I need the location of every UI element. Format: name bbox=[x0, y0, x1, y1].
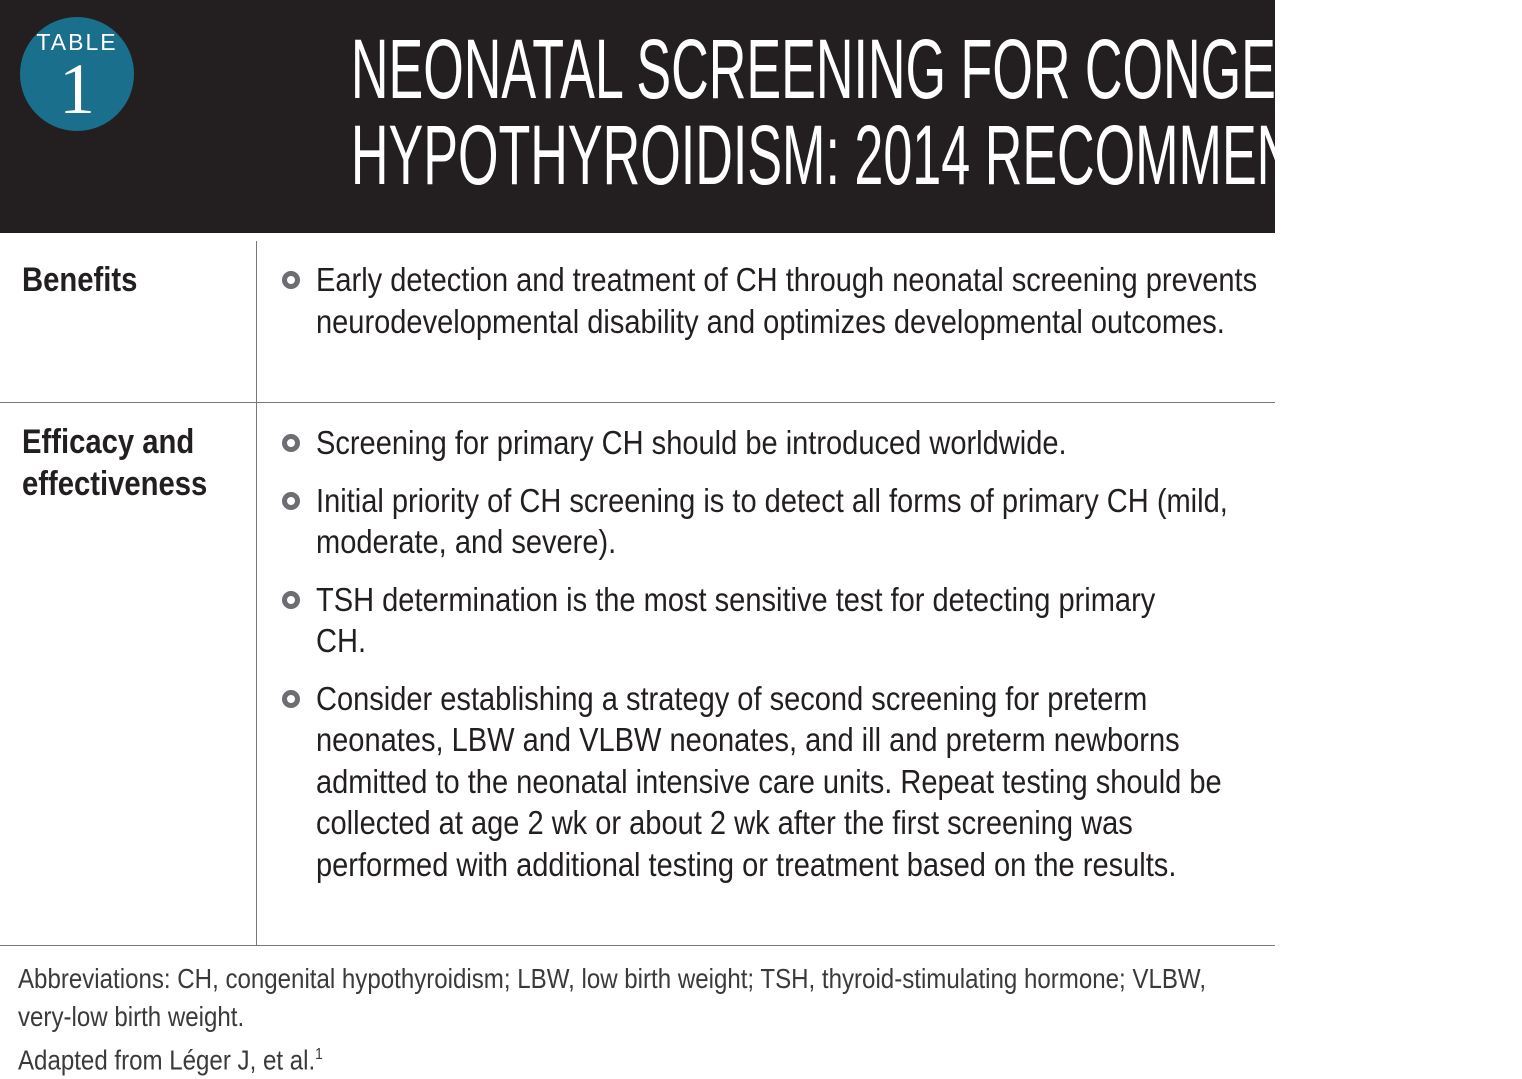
table-title bbox=[350, 22, 1522, 202]
source-reference: 1 bbox=[315, 1046, 323, 1063]
bullet-text: Early detection and treatment of CH through neonatal screening prevents neurodevelopmental disability and optimizes developmental outcomes. bbox=[316, 261, 1258, 340]
list-item bbox=[282, 422, 1262, 464]
bullet-icon bbox=[282, 271, 300, 289]
bullet-text: TSH determination is the most sensitive test for detecting primary CH. bbox=[316, 580, 1156, 659]
bullet-list-benefits bbox=[282, 259, 1262, 358]
bullet-icon bbox=[282, 492, 300, 510]
list-item bbox=[282, 480, 1262, 563]
bullet-text: Consider establishing a strategy of second screening for preterm neonates, LBW and VLBW neonates, and ill and preterm newborns admitted to the neonatal intensive care units. Repeat testing should be collected at age 2 wk or about 2 wk after the first screening was performed with additional testing or treatment based on the results. bbox=[316, 679, 1222, 883]
source-note bbox=[18, 1036, 1256, 1079]
table-row-benefits bbox=[0, 233, 1275, 402]
table-number-badge bbox=[20, 17, 134, 131]
bullet-icon bbox=[282, 434, 300, 452]
column-divider bbox=[256, 241, 257, 402]
table-row-efficacy bbox=[0, 402, 1275, 946]
bullet-text: Screening for primary CH should be introduced worldwide. bbox=[316, 424, 1067, 461]
badge-number: 1 bbox=[59, 49, 95, 129]
bullet-text: Initial priority of CH screening is to detect all forms of primary CH (mild, moderate, and severe). bbox=[316, 481, 1228, 560]
row-label-benefits: Benefits bbox=[22, 261, 138, 299]
column-divider bbox=[256, 403, 257, 946]
source-text: Adapted from Léger J, et al. bbox=[18, 1044, 316, 1076]
table-header bbox=[0, 0, 1522, 233]
row-label-line-1: Efficacy and bbox=[22, 423, 195, 461]
title-line-1: NEONATAL SCREENING FOR CONGENITAL bbox=[350, 22, 1420, 116]
list-item bbox=[282, 259, 1262, 342]
bullet-icon bbox=[282, 591, 300, 609]
badge-word: TABLE bbox=[36, 29, 118, 55]
row-label-line-2: effectiveness bbox=[22, 465, 208, 503]
row-label-efficacy bbox=[22, 421, 220, 505]
list-item bbox=[282, 579, 1262, 662]
list-item bbox=[282, 678, 1262, 886]
bullet-list-efficacy bbox=[282, 422, 1262, 901]
title-line-2: HYPOTHYROIDISM: 2014 RECOMMENDATIONS bbox=[350, 108, 1522, 202]
abbreviations-note: Abbreviations: CH, congenital hypothyroidism; LBW, low birth weight; TSH, thyroid-stimulating hormone; VLBW, very-low birth weight. bbox=[18, 963, 1207, 1032]
bullet-icon bbox=[282, 690, 300, 708]
table-footnote bbox=[18, 960, 1268, 1079]
